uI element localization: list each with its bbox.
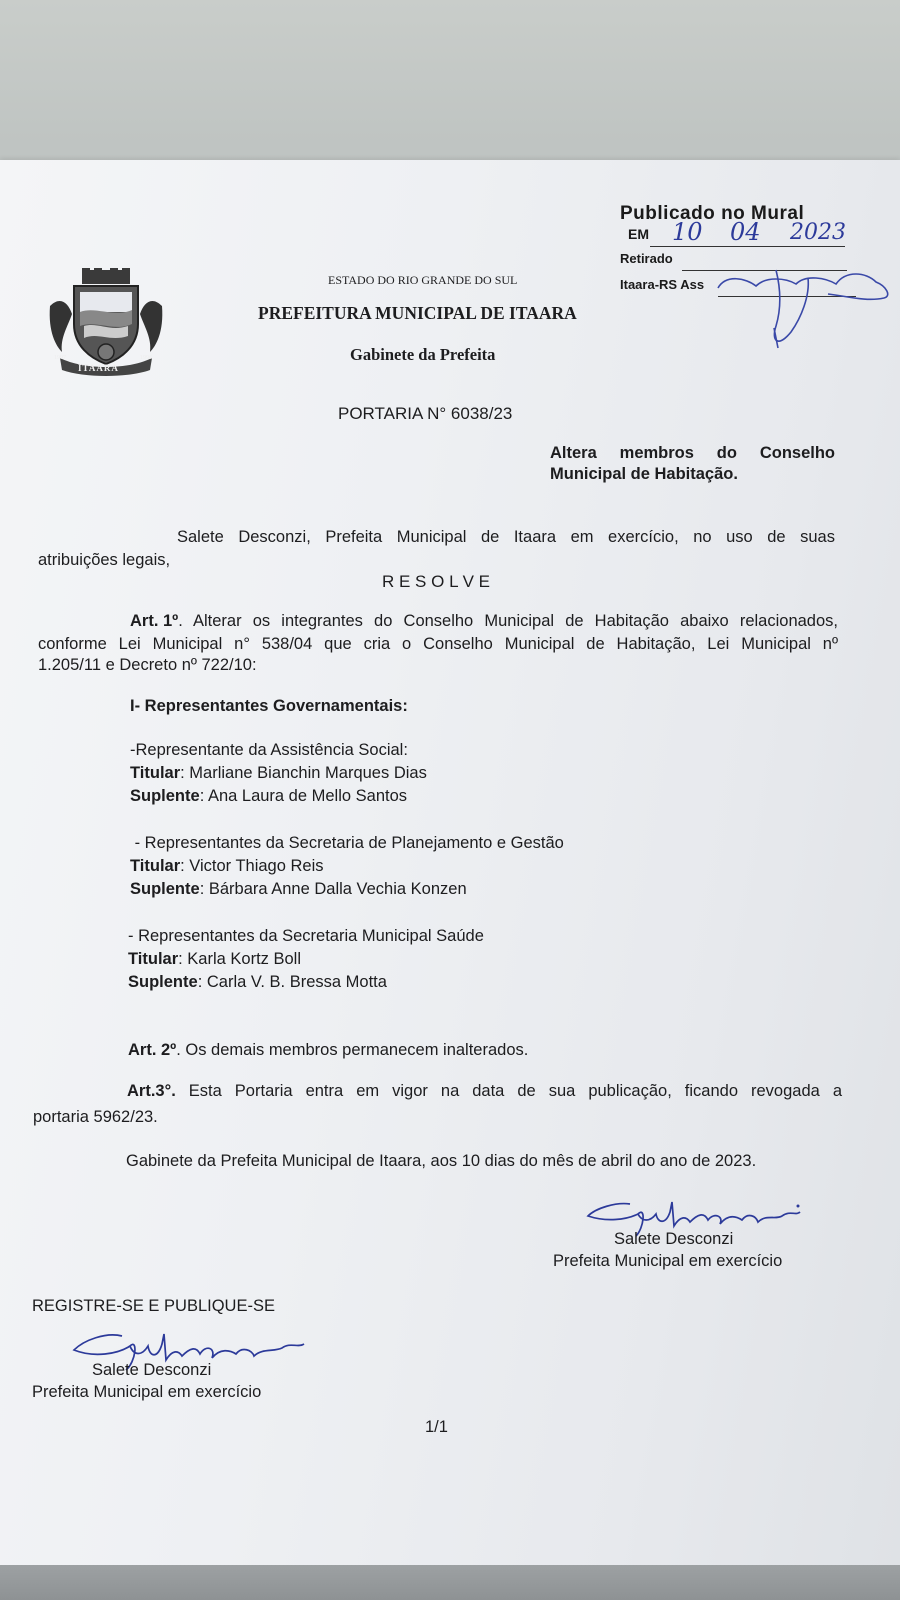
background-surface xyxy=(0,1565,900,1600)
stamp-title: Publicado no Mural xyxy=(620,203,805,224)
summary-text: Altera membros do Conselho xyxy=(550,444,835,462)
group-suplente: Suplente: Carla V. B. Bressa Motta xyxy=(128,973,387,991)
municipal-crest-icon xyxy=(44,266,168,378)
titular-name: Karla Kortz Boll xyxy=(187,950,302,968)
stamp-year: 2023 xyxy=(790,220,846,245)
art3-line-2: portaria 5962/23. xyxy=(33,1108,158,1126)
stamp-ass-label: Itaara-RS Ass xyxy=(620,277,705,292)
art2-text: . Os demais membros permanecem inalterados. xyxy=(176,1041,529,1059)
titular-name: Marliane Bianchin Marques Dias xyxy=(189,764,427,782)
group-heading: -Representante da Assistência Social: xyxy=(130,741,408,759)
summary-line-2: Municipal de Habitação. xyxy=(550,465,738,483)
art2-label: Art. 2º xyxy=(128,1041,177,1059)
art1-line-1 xyxy=(130,612,838,631)
register-heading: REGISTRE-SE E PUBLIQUE-SE xyxy=(32,1297,275,1315)
signer2-role: Prefeita Municipal em exercício xyxy=(32,1383,262,1401)
art3-text: Esta Portaria entra em vigor na data de sua publicação, ficando revogada a xyxy=(175,1082,842,1100)
signer-name: Salete Desconzi xyxy=(614,1230,734,1248)
suplente-name: Carla V. B. Bressa Motta xyxy=(206,973,387,991)
titular-label: Titular xyxy=(130,857,181,875)
suplente-label: Suplente xyxy=(128,973,198,991)
page-title: PORTARIA N° 6038/23 xyxy=(338,404,513,423)
art3-label: Art.3°. xyxy=(127,1082,176,1100)
municipality-name: PREFEITURA MUNICIPAL DE ITAARA xyxy=(258,303,577,323)
preamble-line-1: Salete Desconzi, Prefeita Municipal de Itaara em exercício, no uso de suas xyxy=(177,528,835,546)
stamp-signature-scribble xyxy=(716,256,896,356)
stamp-day: 10 xyxy=(672,218,703,246)
art2 xyxy=(128,1041,528,1060)
art1-label: Art. 1º xyxy=(130,612,179,630)
group-heading: - Representantes da Secretaria Municipal Saúde xyxy=(128,927,484,945)
art1-text: . Alterar os integrantes do Conselho Municipal de Habitação abaixo relacionados, xyxy=(178,612,838,630)
crest-year-right: 1996 xyxy=(140,355,152,361)
crest-banner-text: ITAARA xyxy=(78,363,119,373)
group-titular: Titular: Karla Kortz Boll xyxy=(128,950,302,968)
resolve-heading: R E S O L V E xyxy=(382,572,491,591)
titular-name: Victor Thiago Reis xyxy=(189,857,324,875)
signer2-name: Salete Desconzi xyxy=(92,1361,212,1379)
signer-role: Prefeita Municipal em exercício xyxy=(553,1252,783,1270)
group-heading: - Representantes da Secretaria de Planejamento e Gestão xyxy=(130,834,564,852)
section-title: I- Representantes Governamentais: xyxy=(130,697,408,715)
stamp-em-label: EM xyxy=(628,226,649,242)
art1-line-3: 1.205/11 e Decreto nº 722/10: xyxy=(38,656,257,674)
suplente-name: Bárbara Anne Dalla Vechia Konzen xyxy=(208,880,467,898)
group-suplente: Suplente: Bárbara Anne Dalla Vechia Konzen xyxy=(130,880,467,898)
suplente-label: Suplente xyxy=(130,787,200,805)
titular-label: Titular xyxy=(128,950,179,968)
group-titular: Titular: Victor Thiago Reis xyxy=(130,857,324,875)
titular-label: Titular xyxy=(130,764,181,782)
closing-line: Gabinete da Prefeita Municipal de Itaara, aos 10 dias do mês de abril do ano de 2023. xyxy=(126,1152,757,1170)
office-name: Gabinete da Prefeita xyxy=(350,345,496,364)
crest-year-left: 1997 xyxy=(54,355,66,361)
stamp-retirado-label: Retirado xyxy=(620,251,673,266)
preamble-line-2: atribuições legais, xyxy=(38,551,171,569)
group-titular: Titular: Marliane Bianchin Marques Dias xyxy=(130,764,427,782)
suplente-name: Ana Laura de Mello Santos xyxy=(207,787,408,805)
group-suplente: Suplente: Ana Laura de Mello Santos xyxy=(130,787,408,805)
summary-line-1 xyxy=(550,444,835,463)
state-name: ESTADO DO RIO GRANDE DO SUL xyxy=(328,273,518,287)
page-number: 1/1 xyxy=(425,1418,448,1436)
stamp-month: 04 xyxy=(730,218,761,246)
suplente-label: Suplente xyxy=(130,880,200,898)
art3-line-1 xyxy=(127,1082,842,1101)
art1-line-2: conforme Lei Municipal n° 538/04 que cria o Conselho Municipal de Habitação, Lei Municipal nº xyxy=(38,635,838,653)
